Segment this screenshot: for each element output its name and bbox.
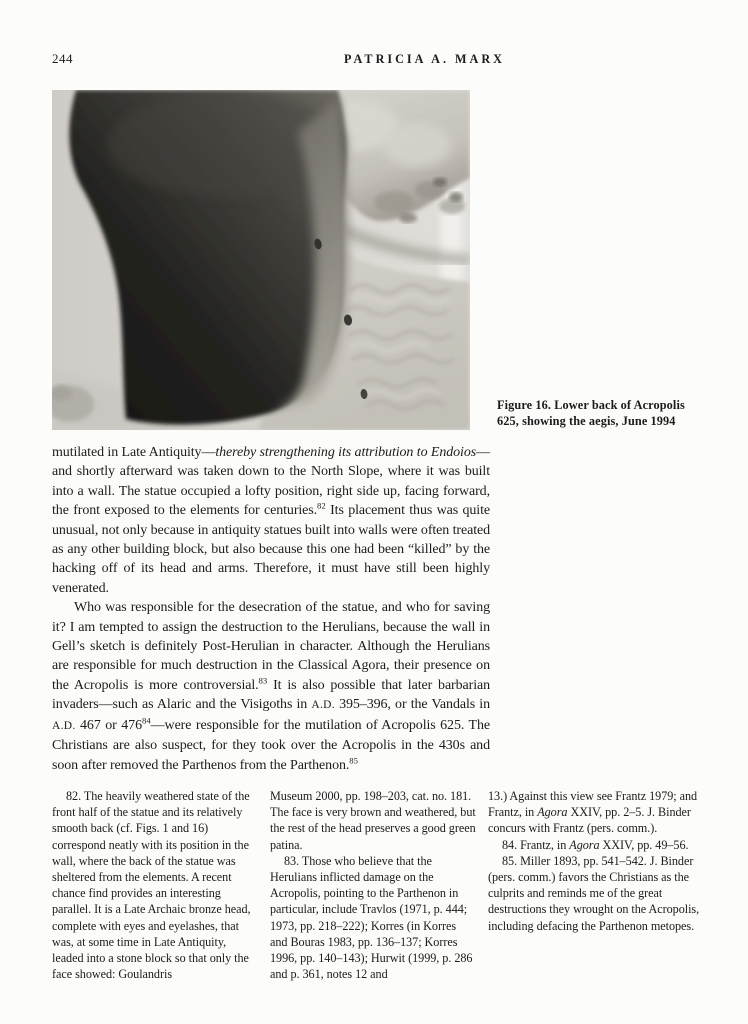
footnote-column-1 — [52, 788, 258, 982]
figure-caption-line: 625, showing the aegis, June 1994 — [497, 414, 676, 428]
footnote-column-2 — [270, 788, 476, 982]
body-paragraph: mutilated in Late Antiquity—thereby strengthening its attribution to Endoios—and shortly afterward was taken down to the North Slope, where it was built into a wall. The statue occupied a lofty position, right side up, facing forward, the front exposed to the elements for centuries.$^{82}$ Its placement thus was quite unusual, not only because in antiquity statues built into walls were often treated as any other building block, but also because this one had been “killed” by the hacking off of its head and arms. Therefore, it must have still been highly venerated. — [52, 445, 490, 596]
statue-photo-illustration — [52, 90, 470, 430]
footnotes — [52, 788, 706, 982]
footnote-column-3 — [488, 788, 702, 982]
figure-caption-line: Figure 16. Lower back of Acropolis — [497, 398, 685, 412]
footnote-paragraph: 83. Those who believe that the Herulians inflicted damage on the Acropolis, pointing to the Parthenon in particular, include Travlos (1971, p. 444; 1973, pp. 218–222); Korres (in Korres and Bouras 1983, pp. 136–137; Korres 1996, pp. 140–143); Hurwit (1999, p. 286 and p. 361, notes 12 and — [270, 853, 473, 982]
body-text — [52, 443, 490, 775]
footnote-paragraph: Museum 2000, pp. 198–203, cat. no. 181. The face is very brown and weathered, but the rest of the head preserves a good green patina. — [270, 789, 476, 852]
page-number: 244 — [52, 51, 73, 66]
footnote-paragraph: 13.) Against this view see Frantz 1979; and Frantz, in Agora XXIV, pp. 2–5. J. Binder concurs with Frantz (pers. comm.). — [488, 789, 698, 836]
footnote-paragraph: 84. Frantz, in Agora XXIV, pp. 49–56. — [502, 837, 689, 852]
footnote-paragraph: 85. Miller 1893, pp. 541–542. J. Binder (pers. comm.) favors the Christians as the culprits and reminds me of the great destructions they wrought on the Acropolis, including defacing the Parthenon metopes. — [488, 853, 700, 933]
figure-caption — [497, 397, 701, 429]
figure-16-photo — [52, 90, 470, 430]
body-paragraph: Who was responsible for the desecration of the statue, and who for saving it? I am tempted to assign the destruction to the Herulians, because the wall in Gell’s sketch is definitely Post-Herulian in character. Although the Herulians are responsible for much destruction in the Classical Agora, their presence on the Acropolis is more controversial.$^{83}$ It is also possible that later barbarian invaders—such as Alaric and the Visigoths in A.D. 395–396, or the Vandals in A.D. 467 or $476^{84}—were$ responsible for the mutilation of Acropolis 625. The Christians are also suspect, for they took over the Acropolis in the 430s and soon after removed the Parthenos from the Parthenon.$^{85}$ — [52, 600, 491, 773]
running-head: PATRICIA A. MARX — [344, 52, 505, 66]
footnote-paragraph: 82. The heavily weathered state of the front half of the statue and its relatively smooth back (cf. Figs. 1 and 16) correspond neatly with its position in the wall, where the back of the statue was sheltered from the elements. A recent chance find provides an interesting parallel. It is a Late Archaic bronze head, complete with eyes and eyelashes, that was, at some time in Late Antiquity, leaded into a stone block so that only the face showed: Goulandris — [52, 789, 251, 982]
